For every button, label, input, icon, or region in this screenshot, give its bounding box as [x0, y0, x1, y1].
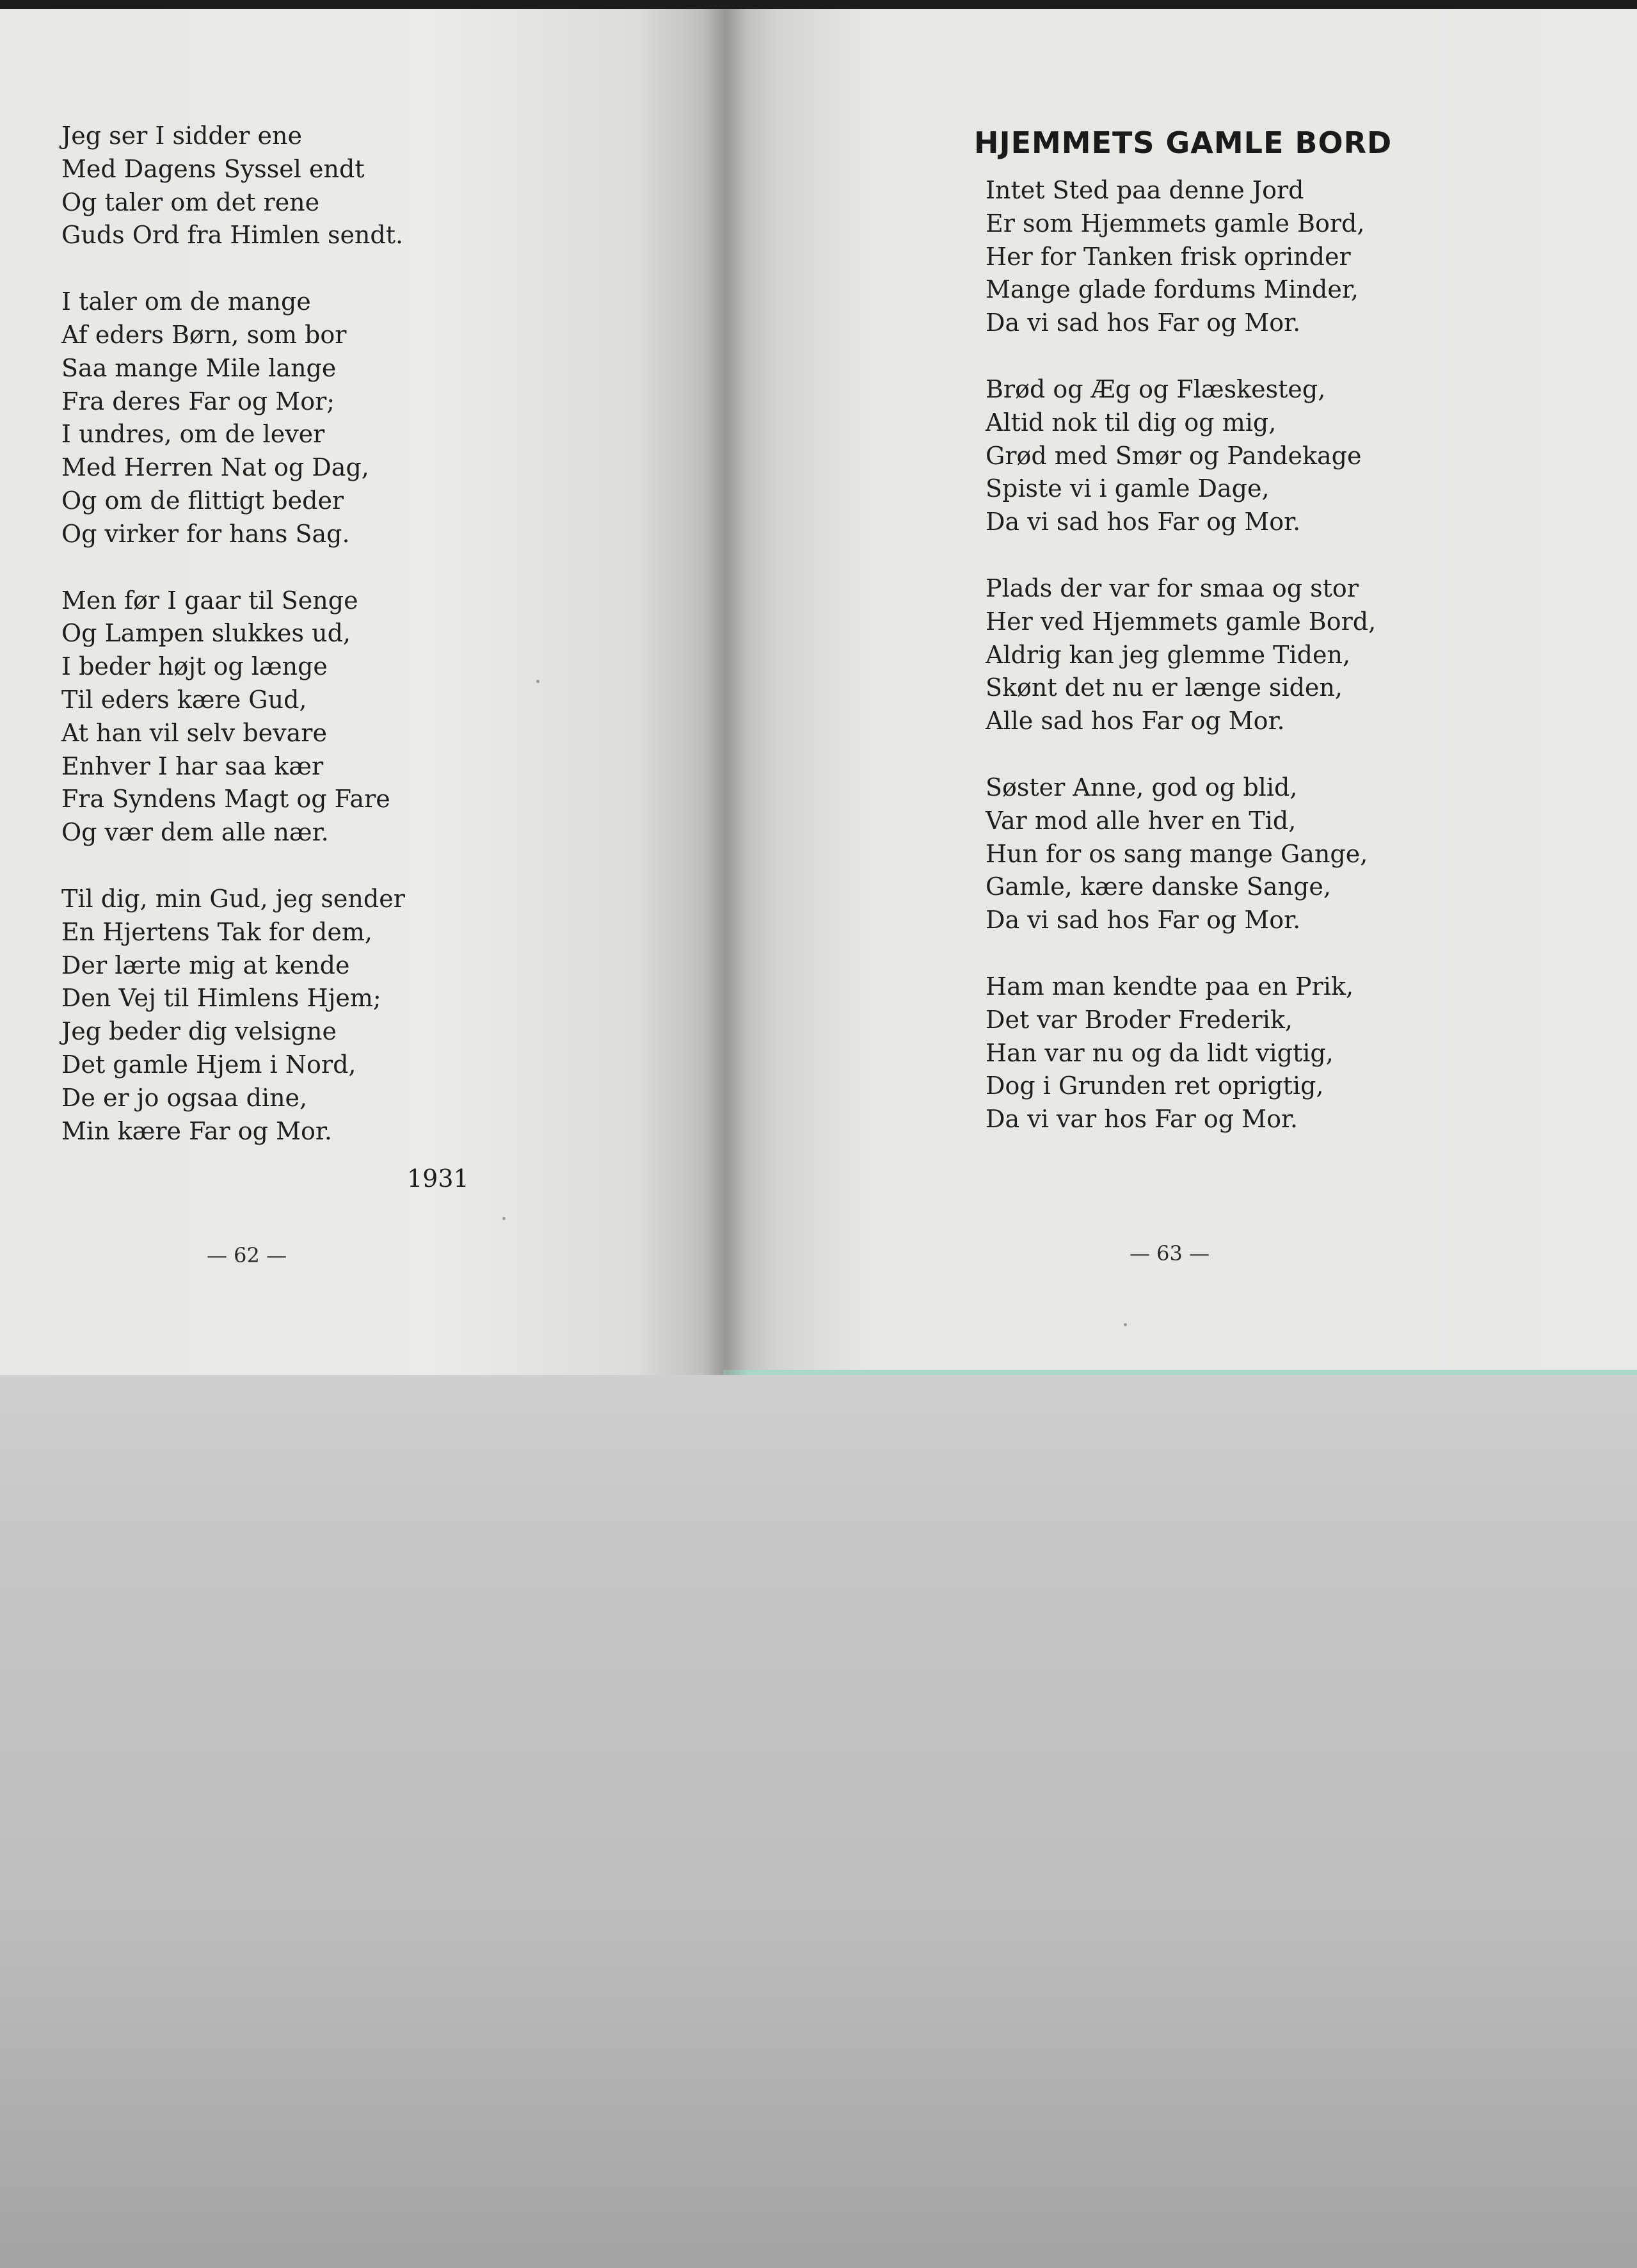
scanner-bed: [0, 1375, 1637, 2268]
stanza: [61, 883, 405, 1148]
poem-title: HJEMMETS GAMLE BORD: [974, 125, 1393, 160]
poem-line: Men før I gaar til Senge: [61, 586, 358, 615]
poem-line: Og taler om det rene: [61, 188, 320, 216]
poem-line: Spiste vi i gamle Dage,: [986, 474, 1270, 503]
stanza: [986, 771, 1376, 937]
poem-line: Aldrig kan jeg glemme Tiden,: [986, 640, 1351, 669]
poem-line: I undres, om de lever: [61, 420, 325, 449]
poem-line: Her ved Hjemmets gamle Bord,: [986, 607, 1377, 636]
stanza: [986, 970, 1376, 1136]
poem-line: Og om de flittigt beder: [61, 486, 344, 515]
stanza: [986, 174, 1376, 340]
poem-line: Med Herren Nat og Dag,: [61, 453, 369, 482]
poem-line: Mange glade fordums Minder,: [986, 275, 1359, 304]
poem-line: Han var nu og da lidt vigtig,: [986, 1038, 1334, 1067]
page-number-right: — 63 —: [1130, 1241, 1210, 1266]
poem-line: Af eders Børn, som bor: [61, 320, 347, 349]
poem-line: Fra Syndens Magt og Fare: [61, 785, 390, 814]
poem-line: Brød og Æg og Flæskesteg,: [986, 374, 1326, 403]
stanza: [986, 373, 1376, 539]
poem-line: At han vil selv bevare: [61, 718, 327, 747]
book-spread: [0, 9, 1637, 1375]
poem-line: Det gamle Hjem i Nord,: [61, 1050, 356, 1079]
poem-line: Gamle, kære danske Sange,: [986, 873, 1331, 901]
paper-speck: [536, 680, 539, 683]
poem-line: Guds Ord fra Himlen sendt.: [61, 221, 404, 250]
paper-speck: [1124, 1323, 1127, 1326]
poem-line: Enhver I har saa kær: [61, 752, 324, 780]
poem-line: Er som Hjemmets gamle Bord,: [986, 209, 1365, 237]
poem-line: Da vi sad hos Far og Mor.: [986, 309, 1301, 337]
poem-line: Skønt det nu er længe siden,: [986, 673, 1343, 702]
poem-line: En Hjertens Tak for dem,: [61, 917, 372, 946]
book-gutter: [703, 9, 747, 1375]
poem-line: Fra deres Far og Mor;: [61, 387, 335, 415]
poem-line: Og virker for hans Sag.: [61, 519, 350, 548]
poem-line: Hun for os sang mange Gange,: [986, 839, 1368, 868]
scan-top-edge: [0, 0, 1637, 9]
poem-line: Min kære Far og Mor.: [61, 1116, 332, 1145]
stanza: [61, 286, 405, 551]
right-poem: [986, 174, 1376, 1136]
poem-line: Var mod alle hver en Tid,: [986, 806, 1297, 835]
paper-speck: [502, 1217, 506, 1220]
poem-line: Jeg ser I sidder ene: [61, 122, 302, 150]
poem-line: Grød med Smør og Pandekage: [986, 441, 1362, 470]
poem-line: Der lærte mig at kende: [61, 951, 350, 979]
poem-line: Ham man kendte paa en Prik,: [986, 972, 1354, 1001]
poem-line: Da vi var hos Far og Mor.: [986, 1105, 1298, 1134]
poem-line: Til eders kære Gud,: [61, 685, 307, 714]
poem-line: Plads der var for smaa og stor: [986, 574, 1359, 602]
poem-line: Her for Tanken frisk oprinder: [986, 242, 1351, 271]
left-poem: [61, 120, 405, 1148]
poem-line: Da vi sad hos Far og Mor.: [986, 508, 1301, 536]
poem-line: Og Lampen slukkes ud,: [61, 619, 351, 648]
stanza: [986, 572, 1376, 738]
poem-year: 1931: [407, 1164, 469, 1193]
poem-line: Den Vej til Himlens Hjem;: [61, 984, 381, 1013]
poem-line: Altid nok til dig og mig,: [986, 408, 1277, 437]
poem-line: Da vi sad hos Far og Mor.: [986, 906, 1301, 935]
stanza: [61, 584, 405, 849]
stanza: [61, 120, 405, 252]
poem-line: Alle sad hos Far og Mor.: [986, 707, 1285, 736]
poem-line: Intet Sted paa denne Jord: [986, 176, 1304, 204]
poem-line: I taler om de mange: [61, 287, 311, 316]
poem-line: I beder højt og længe: [61, 652, 328, 681]
poem-line: Det var Broder Frederik,: [986, 1005, 1293, 1034]
page-number-left: — 62 —: [207, 1243, 287, 1267]
poem-line: Saa mange Mile lange: [61, 353, 337, 382]
poem-line: Og vær dem alle nær.: [61, 818, 329, 847]
poem-line: Jeg beder dig velsigne: [61, 1017, 337, 1046]
poem-line: Søster Anne, god og blid,: [986, 773, 1298, 801]
left-page: [0, 9, 723, 1375]
poem-line: Dog i Grunden ret oprigtig,: [986, 1072, 1324, 1100]
poem-line: Med Dagens Syssel endt: [61, 154, 365, 183]
poem-line: Til dig, min Gud, jeg sender: [61, 884, 405, 913]
poem-line: De er jo ogsaa dine,: [61, 1083, 308, 1112]
